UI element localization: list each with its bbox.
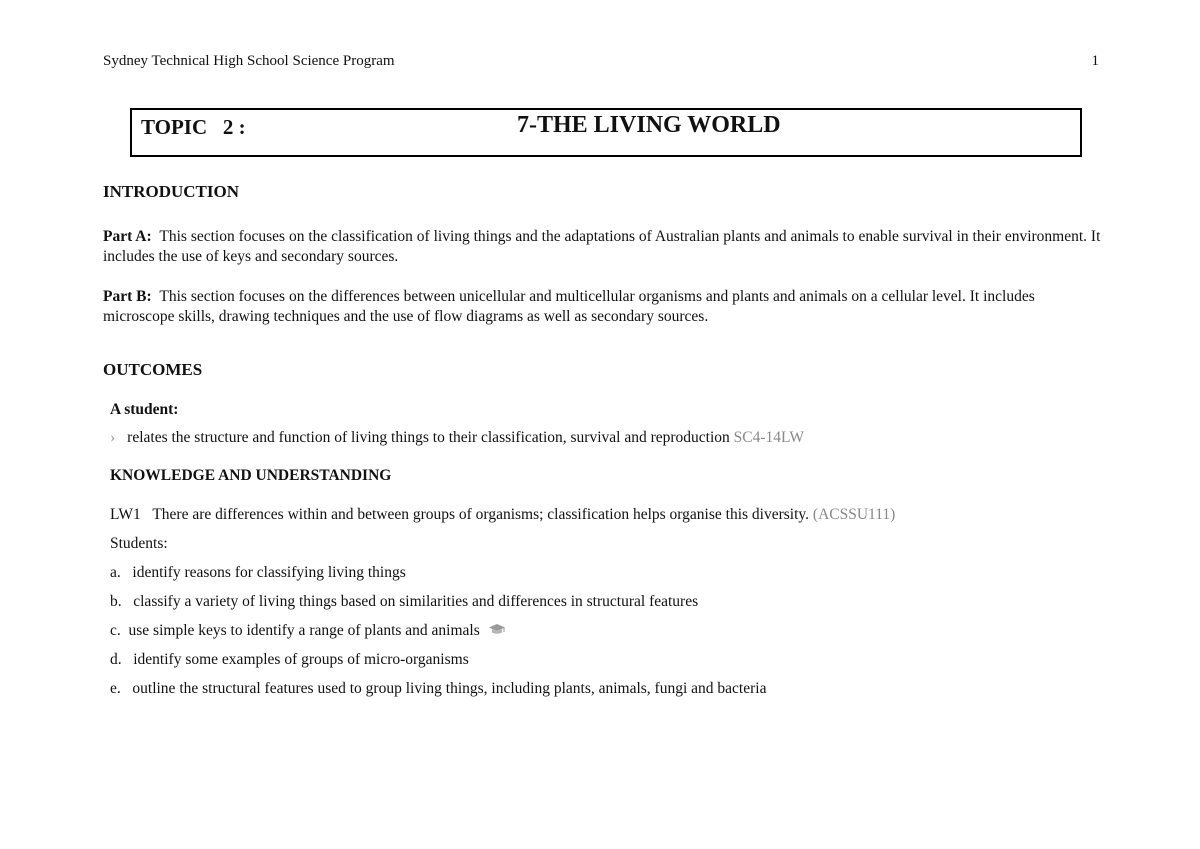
lw1-reference: (ACSSU111) (812, 506, 896, 523)
outcome-text: relates the structure and function of living things to their classification, survival and reproduction (127, 429, 730, 446)
lw1-text: There are differences within and between groups of organisms; classification helps organise this diversity. (152, 506, 810, 523)
part-b-text: This section focuses on the differences between unicellular and multicellular organisms and plants and animals on a cellular level. It includes microscope skills, drawing techniques and the use of flow diagrams as well as secondary sources. (103, 288, 1035, 325)
list-item-text: outline the structural features used to group living things, including plants, animals, fungi and bacteria (132, 680, 767, 697)
list-item-text: classify a variety of living things based on similarities and differences in structural features (133, 593, 699, 610)
list-item-marker: e. (110, 680, 121, 697)
list-item-marker: d. (110, 651, 122, 668)
part-a-label: Part A: (103, 228, 152, 245)
lw1-line (110, 506, 895, 524)
part-b-label: Part B: (103, 288, 152, 305)
list-item-marker: c. (110, 622, 121, 639)
list-item-marker: b. (110, 593, 122, 610)
a-student-label: A student: (110, 401, 179, 418)
list-item (110, 651, 469, 669)
introduction-heading: INTRODUCTION (103, 182, 240, 201)
list-item (110, 622, 506, 640)
list-item-text: identify some examples of groups of micro-organisms (133, 651, 469, 668)
list-item (110, 564, 406, 582)
chevron-right-icon: › (110, 429, 116, 446)
outcome-code: SC4-14LW (733, 429, 804, 446)
outcomes-heading: OUTCOMES (103, 360, 203, 379)
part-a-paragraph (103, 227, 1103, 267)
graduation-cap-icon (488, 622, 506, 640)
students-label: Students: (110, 535, 168, 552)
list-item-text: use simple keys to identify a range of plants and animals (128, 622, 480, 639)
list-item (110, 593, 698, 611)
topic-label: TOPIC 2 : (141, 115, 246, 139)
list-item-marker: a. (110, 564, 121, 581)
part-a-text: This section focuses on the classification of living things and the adaptations of Australian plants and animals to enable survival in their environment. It includes the use of keys and secondary sources. (103, 228, 1101, 265)
part-b-paragraph (103, 287, 1103, 327)
outcome-item (110, 429, 804, 447)
topic-title: 7-THE LIVING WORLD (517, 112, 781, 138)
list-item-text: identify reasons for classifying living things (132, 564, 406, 581)
page-number: 1 (1091, 53, 1099, 69)
knowledge-heading: KNOWLEDGE AND UNDERSTANDING (110, 467, 392, 484)
topic-box (130, 108, 1082, 157)
list-item (110, 680, 766, 698)
lw1-code: LW1 (110, 506, 141, 523)
header-school-name: Sydney Technical High School Science Program (103, 53, 395, 69)
